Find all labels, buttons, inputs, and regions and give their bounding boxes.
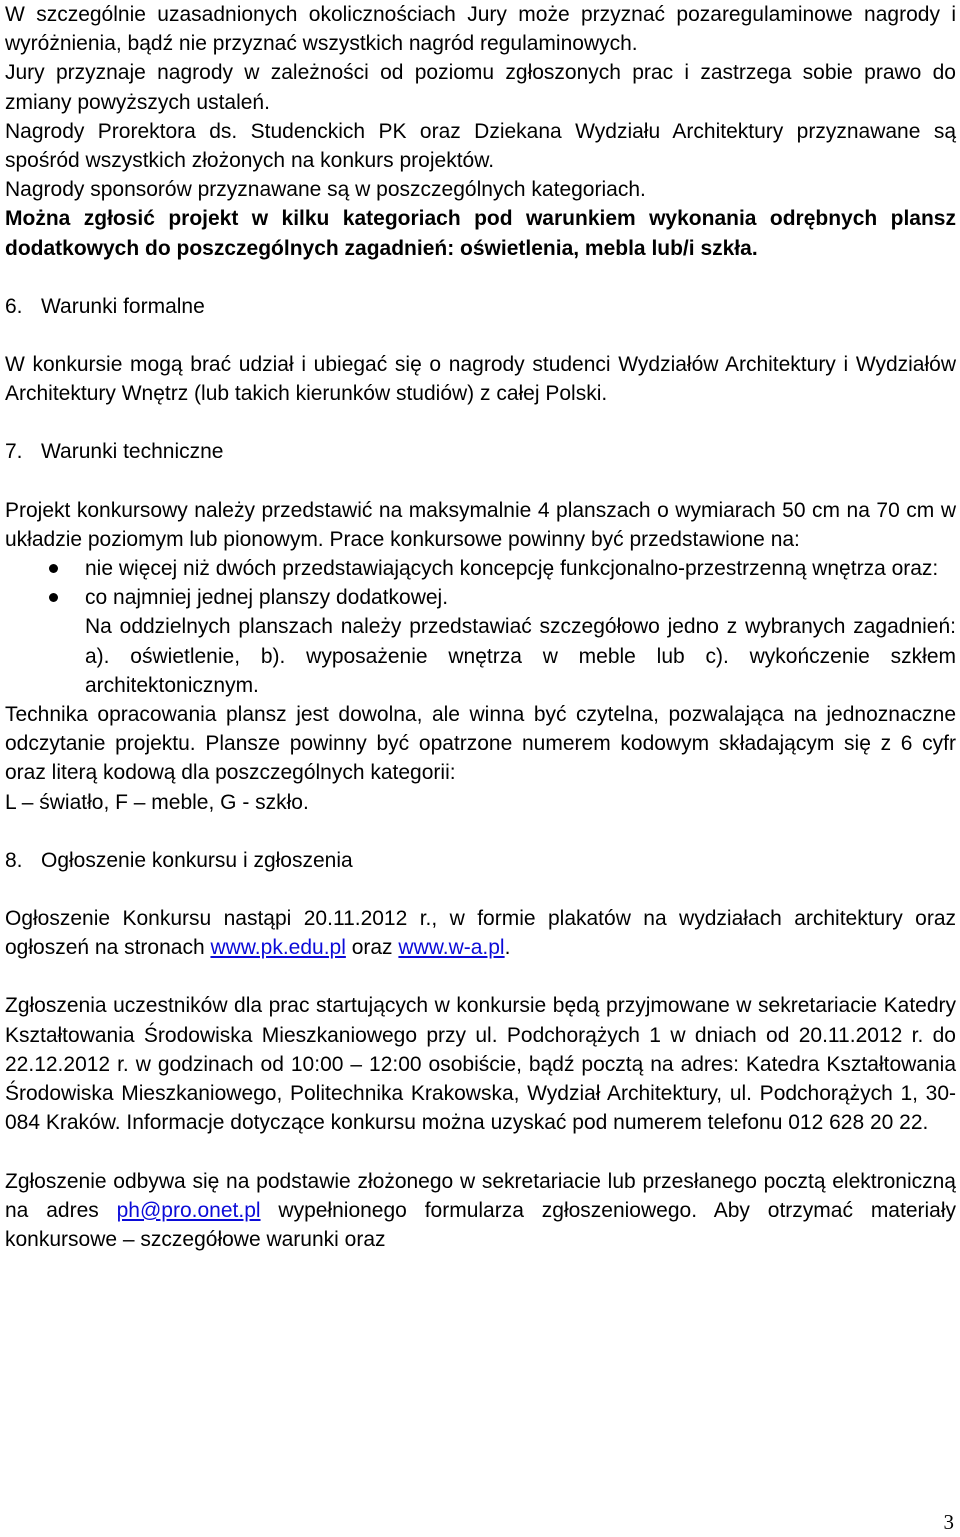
final-text-end: wypełnionego formularza zgłoszeniowego. Aby otrzymać materiały konkursowe – szczegółowe warunki oraz [5, 1198, 957, 1251]
bullet-icon [49, 564, 58, 573]
pk-website-link[interactable]: www.pk.edu.pl [210, 936, 346, 960]
section-7-codes: L – światło, F – meble, G - szkło. [5, 790, 309, 814]
section-8-number: 8. [5, 848, 23, 872]
section-6-text: W konkursie mogą brać udział i ubiegać się o nagrody studenci Wydziałów Architektury i Wydziałów Architektury Wnętrz (lub takich kierunków studiów) z całej Polski. [5, 353, 956, 406]
prizes-paragraph-4: Nagrody sponsorów przyznawane są w poszczególnych kategoriach. [5, 178, 646, 202]
list-item [5, 583, 956, 612]
prizes-paragraph-1: W szczególnie uzasadnionych okolicznościach Jury może przyznać pozaregulaminowe nagrody i wyróżnienia, bądź nie przyznać wszystkich nagród regulaminowych. [5, 3, 956, 56]
page-number: 3 [943, 1510, 954, 1534]
section-7-heading [5, 437, 956, 466]
wa-website-link[interactable]: www.w-a.pl [398, 936, 505, 960]
section-7-number: 7. [5, 440, 23, 464]
section-8-announcement [5, 904, 956, 962]
section-8-final [5, 1167, 956, 1255]
list-item [5, 554, 956, 583]
email-link[interactable]: ph@pro.onet.pl [116, 1198, 261, 1222]
final-text: Zgłoszenie odbywa się na podstawie złożonego w sekretariacie lub przesłanego pocztą elektroniczną na adres [5, 1169, 956, 1222]
bullet-icon [49, 593, 58, 602]
document-page [5, 0, 956, 1254]
announcement-end: . [504, 936, 511, 960]
section-8-submissions: Zgłoszenia uczestników dla prac startujących w konkursie będą przyjmowane w sekretariacie Katedry Kształtowania Środowiska Mieszkaniowego przy ul. Podchorążych 1 w dniach od 20.11.2012 r. do 22.12.2012 r. w godzinach od 10:00 – 12:00 osobiście, bądź pocztą na adres: Katedra Kształtowania Środowiska Mieszkaniowego, Politechnika Krakowska, Wydział Architektury, ul. Podchorążych 1, 30-084 Kraków. Informacje dotyczące konkursu można uzyskać pod numerem telefonu 012 628 20 22. [5, 994, 956, 1135]
section-7-technique: Technika opracowania plansz jest dowolna, ale winna być czytelna, pozwalająca na jednoznaczne odczytanie projektu. Plansze powinny być opatrzone numerem kodowym składającym się z 6 cyfr oraz literą kodową dla poszczególnych kategorii: [5, 703, 956, 785]
announcement-text: Ogłoszenie Konkursu nastąpi 20.11.2012 r., w formie plakatów na wydziałach architektury oraz ogłoszeń na stronach [5, 907, 956, 960]
section-6-number: 6. [5, 294, 23, 318]
section-8-heading [5, 846, 956, 875]
prizes-paragraph-2: Jury przyznaje nagrody w zależności od poziomu zgłoszonych prac i zastrzega sobie prawo do zmiany powyższych ustaleń. [5, 61, 956, 114]
section-7-intro: Projekt konkursowy należy przedstawić na maksymalnie 4 planszach o wymiarach 50 cm na 70 cm w układzie poziomym lub pionowym. Prace konkursowe powinny być przedstawione na: [5, 498, 956, 551]
section-8-title: Ogłoszenie konkursu i zgłoszenia [41, 848, 353, 872]
section-6-title: Warunki formalne [41, 294, 205, 318]
section-7-title: Warunki techniczne [41, 440, 224, 464]
list-item-text: co najmniej jednej planszy dodatkowej. [85, 586, 449, 610]
section-7-bullet-list [5, 554, 956, 612]
prizes-paragraph-bold: Można zgłosić projekt w kilku kategoriach pod warunkiem wykonania odrębnych plansz dodatkowych do poszczególnych zagadnień: oświetlenia, mebla lub/i szkła. [5, 207, 956, 260]
announcement-connector: oraz [345, 936, 399, 960]
list-item-text: nie więcej niż dwóch przedstawiających koncepcję funkcjonalno-przestrzenną wnętrza oraz: [85, 557, 939, 581]
bullet-continuation-text: Na oddzielnych planszach należy przedstawiać szczegółowo jedno z wybranych zagadnień: a). oświetlenie, b). wyposażenie wnętrza w meble lub c). wykończenie szkłem architektonicznym. [85, 615, 956, 697]
section-6-heading [5, 292, 956, 321]
prizes-paragraph-3: Nagrody Prorektora ds. Studenckich PK oraz Dziekana Wydziału Architektury przyznawane są spośród wszystkich złożonych na konkurs projektów. [5, 119, 956, 173]
